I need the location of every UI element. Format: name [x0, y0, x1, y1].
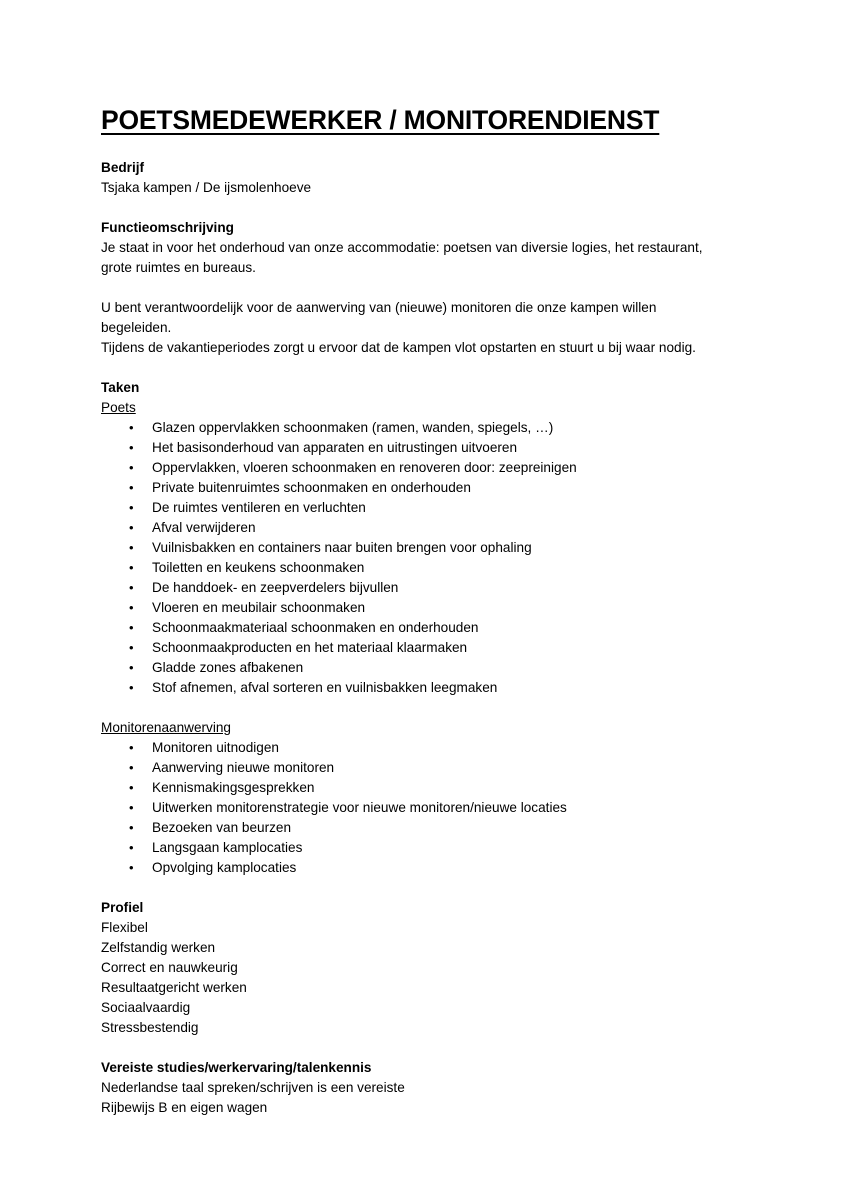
- list-item: • Kennismakingsgesprekken: [152, 778, 801, 798]
- list-item: • Bezoeken van beurzen: [152, 818, 801, 838]
- spacer: [101, 198, 801, 218]
- list-item: • Vloeren en meubilair schoonmaken: [152, 598, 801, 618]
- section-functieomschrijving: [101, 218, 801, 358]
- functie-line: grote ruimtes en bureaus.: [101, 260, 256, 275]
- list-item: • Schoonmaakproducten en het materiaal klaarmaken: [152, 638, 801, 658]
- list-item: • Oppervlakken, vloeren schoonmaken en renoveren door: zeepreinigen: [152, 458, 801, 478]
- bullet-icon: •: [129, 440, 134, 455]
- list-item: • Monitoren uitnodigen: [152, 738, 801, 758]
- bullet-icon: •: [129, 680, 134, 695]
- page-title: POETSMEDEWERKER / MONITORENDIENST: [101, 105, 660, 135]
- profiel-heading: Profiel: [101, 900, 144, 915]
- profiel-item: Resultaatgericht werken: [101, 980, 247, 995]
- poets-subheading: Poets: [101, 400, 136, 415]
- bullet-icon: •: [129, 480, 134, 495]
- profiel-item: Sociaalvaardig: [101, 1000, 191, 1015]
- list-item: • Uitwerken monitorenstrategie voor nieuwe monitoren/nieuwe locaties: [152, 798, 801, 818]
- bullet-icon: •: [129, 740, 134, 755]
- bullet-icon: •: [129, 600, 134, 615]
- vereisten-item: Rijbewijs B en eigen wagen: [101, 1100, 268, 1115]
- list-item: • Opvolging kamplocaties: [152, 858, 801, 878]
- vereisten-heading: Vereiste studies/werkervaring/talenkennis: [101, 1060, 372, 1075]
- bullet-icon: •: [129, 800, 134, 815]
- list-item: • Het basisonderhoud van apparaten en uitrustingen uitvoeren: [152, 438, 801, 458]
- bullet-icon: •: [129, 860, 134, 875]
- section-taken: [101, 378, 801, 878]
- bullet-icon: •: [129, 760, 134, 775]
- list-item: • Private buitenruimtes schoonmaken en onderhouden: [152, 478, 801, 498]
- document-page: [101, 104, 801, 1118]
- spacer: [101, 698, 801, 718]
- bullet-icon: •: [129, 580, 134, 595]
- functie-heading: Functieomschrijving: [101, 220, 234, 235]
- profiel-item: Correct en nauwkeurig: [101, 960, 238, 975]
- bullet-icon: •: [129, 460, 134, 475]
- bullet-icon: •: [129, 660, 134, 675]
- bullet-icon: •: [129, 500, 134, 515]
- bullet-icon: •: [129, 620, 134, 635]
- bullet-icon: •: [129, 420, 134, 435]
- bullet-icon: •: [129, 840, 134, 855]
- list-item: • De handdoek- en zeepverdelers bijvullen: [152, 578, 801, 598]
- functie-line: begeleiden.: [101, 320, 172, 335]
- bedrijf-value: Tsjaka kampen / De ijsmolenhoeve: [101, 180, 312, 195]
- spacer: [101, 1038, 801, 1058]
- bullet-icon: •: [129, 780, 134, 795]
- vereisten-item: Nederlandse taal spreken/schrijven is een vereiste: [101, 1080, 405, 1095]
- functie-line: U bent verantwoordelijk voor de aanwerving van (nieuwe) monitoren die onze kampen willen: [101, 300, 657, 315]
- monitoren-subheading: Monitorenaanwerving: [101, 720, 231, 735]
- bullet-icon: •: [129, 560, 134, 575]
- list-item: • Stof afnemen, afval sorteren en vuilnisbakken leegmaken: [152, 678, 801, 698]
- taken-heading: Taken: [101, 380, 140, 395]
- bullet-icon: •: [129, 520, 134, 535]
- section-vereisten: [101, 1058, 801, 1118]
- bullet-icon: •: [129, 540, 134, 555]
- bullet-icon: •: [129, 640, 134, 655]
- monitoren-list: [101, 738, 801, 878]
- spacer: [101, 358, 801, 378]
- section-profiel: [101, 898, 801, 1038]
- spacer: [101, 878, 801, 898]
- list-item: • Schoonmaakmateriaal schoonmaken en onderhouden: [152, 618, 801, 638]
- profiel-item: Stressbestendig: [101, 1020, 199, 1035]
- list-item: • Vuilnisbakken en containers naar buiten brengen voor ophaling: [152, 538, 801, 558]
- list-item: • Aanwerving nieuwe monitoren: [152, 758, 801, 778]
- list-item: • De ruimtes ventileren en verluchten: [152, 498, 801, 518]
- list-item: • Langsgaan kamplocaties: [152, 838, 801, 858]
- profiel-item: Flexibel: [101, 920, 148, 935]
- bullet-icon: •: [129, 820, 134, 835]
- list-item: • Gladde zones afbakenen: [152, 658, 801, 678]
- spacer: [101, 278, 801, 298]
- functie-line: Je staat in voor het onderhoud van onze accommodatie: poetsen van diversie logies, het restaurant,: [101, 240, 703, 255]
- profiel-item: Zelfstandig werken: [101, 940, 216, 955]
- list-item: • Glazen oppervlakken schoonmaken (ramen, wanden, spiegels, …): [152, 418, 801, 438]
- section-bedrijf: [101, 158, 801, 198]
- functie-line: Tijdens de vakantieperiodes zorgt u ervoor dat de kampen vlot opstarten en stuurt u bij waar nodig.: [101, 340, 696, 355]
- bedrijf-heading: Bedrijf: [101, 160, 145, 175]
- list-item: • Toiletten en keukens schoonmaken: [152, 558, 801, 578]
- list-item: • Afval verwijderen: [152, 518, 801, 538]
- poets-list: [101, 418, 801, 698]
